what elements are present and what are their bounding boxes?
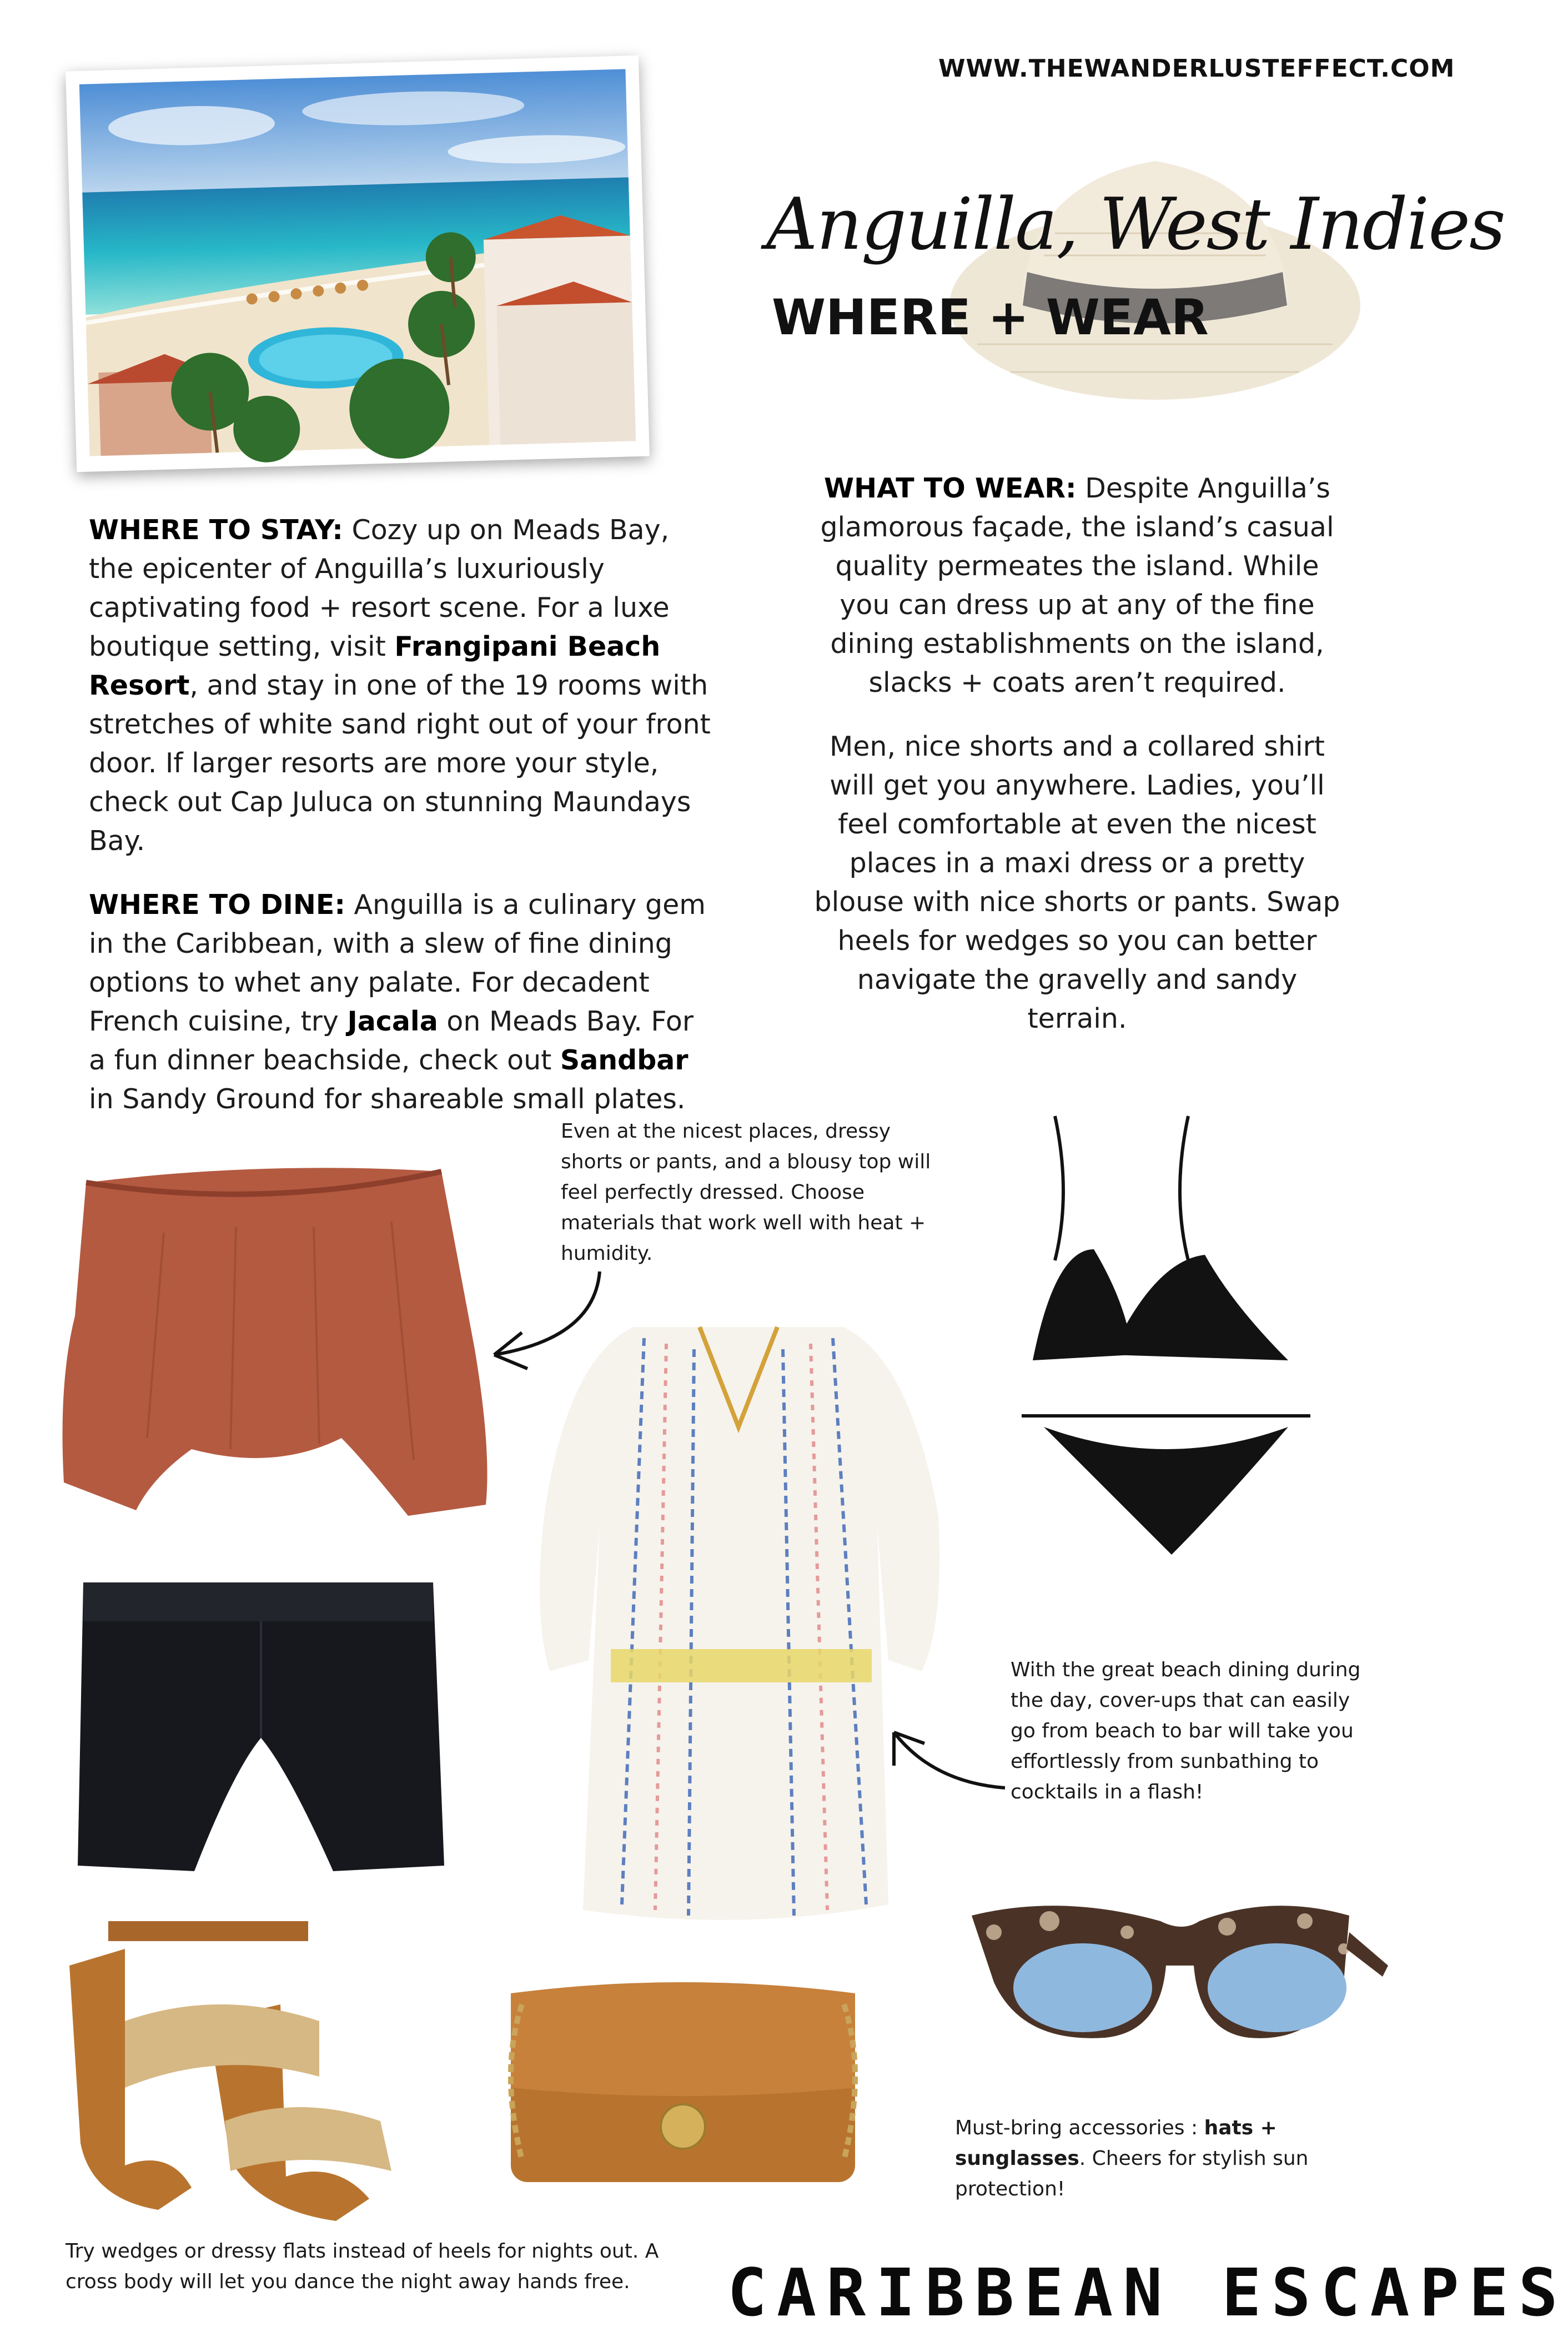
jacala-name: Jacala xyxy=(347,1006,438,1037)
dine-text-1: Anguilla is a culinary gem in the Caribbean, with a slew of fine dining options to whet any palate. For decadent French cuisine, try xyxy=(89,889,706,1037)
what-to-wear-paragraph xyxy=(811,469,1344,702)
where-to-stay-label: WHERE TO STAY: xyxy=(89,514,343,546)
where-to-dine-paragraph xyxy=(89,886,716,1119)
black-bikini-image xyxy=(1022,1105,1310,1566)
sandbar-name: Sandbar xyxy=(560,1044,688,1076)
beach-resort-photo xyxy=(66,56,650,473)
caption-wedges-crossbody: Try wedges or dressy flats instead of heels for nights out. A cross body will let you dance the night away hands free. xyxy=(66,2240,659,2293)
beach-resort-image xyxy=(79,69,636,456)
page-subtitle: WHERE + WEAR xyxy=(772,289,1209,346)
caribbean-escapes-banner: CARIBBEAN ESCAPES xyxy=(727,2254,1568,2331)
where-to-dine-label: WHERE TO DINE: xyxy=(89,889,345,921)
caption-coverup: With the great beach dining during the day, cover-ups that can easily go from beach to bar will take you effortlessly from sunbathing to cocktails in a flash! xyxy=(1011,1658,1361,1803)
caption-accessories-text-2: . Cheers for stylish sun protection! xyxy=(955,2147,1309,2200)
embroidered-coverup-dress-image xyxy=(533,1316,944,1938)
where-to-stay-paragraph xyxy=(89,511,716,861)
stay-text-2: , and stay in one of the 19 rooms with stretches of white sand right out of your front door. If larger resorts are more your style, check out Cap Juluca on stunning Maundays Bay. xyxy=(89,670,711,857)
what-to-wear-label: WHAT TO WEAR: xyxy=(824,473,1077,504)
caption-blouse-shorts: Even at the nicest places, dressy shorts or pants, and a blousy top will feel perfectly dressed. Choose materials that work well with heat + humidity. xyxy=(561,1120,931,1265)
arrow-to-coverup-icon xyxy=(883,1721,1011,1799)
off-shoulder-blouse-image xyxy=(53,1149,497,1538)
wear-text-1: Despite Anguilla’s glamorous façade, the island’s casual quality permeates the island. While you can dress up at any of the fine dining establishments on the island, slacks + coats aren’t required. xyxy=(820,473,1334,698)
tortoise-sunglasses-image xyxy=(961,1899,1394,2065)
site-url[interactable]: WWW.THEWANDERLUSTEFFECT.COM xyxy=(938,54,1455,83)
dine-text-3: in Sandy Ground for shareable small plates. xyxy=(89,1083,686,1115)
dine-text-2: on Meads Bay. For a fun dinner beachside, check out xyxy=(89,1006,693,1076)
frangipani-resort-name: Frangipani Beach Resort xyxy=(89,631,661,701)
page-title: Anguilla, West Indies xyxy=(766,183,1505,266)
stay-text-1: Cozy up on Meads Bay, the epicenter of Anguilla’s luxuriously captivating food + resort scene. For a luxe boutique setting, visit xyxy=(89,514,670,662)
arrow-to-blouse-icon xyxy=(483,1260,611,1371)
straw-hat-image xyxy=(944,122,1366,411)
caption-accessories-bold: hats + sunglasses xyxy=(955,2117,1277,2170)
black-shorts-image xyxy=(72,1571,450,1882)
wedge-sandals-image xyxy=(58,1910,414,2221)
what-to-wear-paragraph-2: Men, nice shorts and a collared shirt will get you anywhere. Ladies, you’ll feel comfortable at even the nicest places in a maxi dress or a pretty blouse with nice shorts or pants. Swap heels for wedges so you can better navigate the gravelly and sandy terrain. xyxy=(814,731,1340,1034)
caption-accessories-text-1: Must-bring accessories : xyxy=(955,2117,1204,2139)
crossbody-bag-image xyxy=(500,1960,866,2193)
caption-accessories xyxy=(955,2113,1310,2204)
